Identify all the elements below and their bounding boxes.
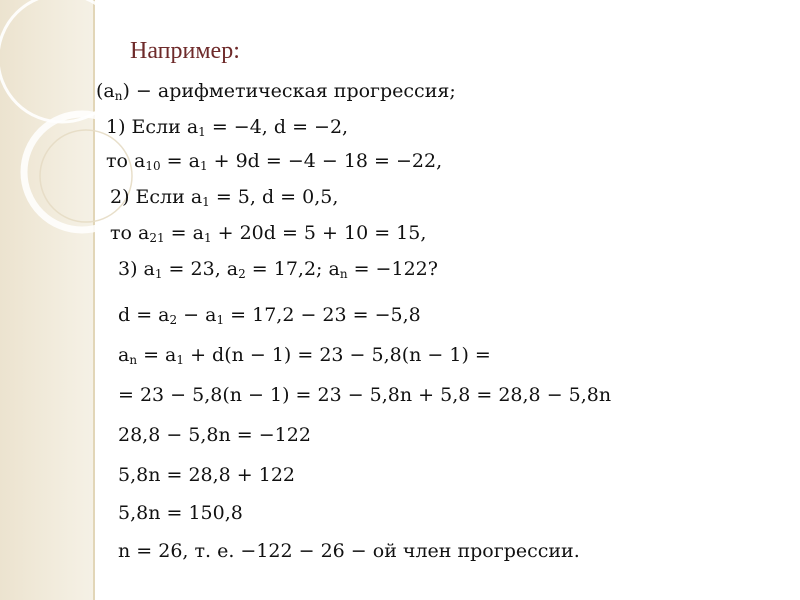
- formula-text: n = 26, т. е. −122 − 26 − ой член прогрессии.: [118, 540, 580, 562]
- formula-line: [118, 344, 491, 367]
- formula-line: [118, 304, 421, 327]
- formula-text: = 17,2; a: [245, 258, 340, 280]
- formula-text: то a: [106, 150, 146, 172]
- formula-text: (a: [96, 80, 115, 102]
- formula-text: = a: [160, 150, 200, 172]
- formula-line: [118, 502, 243, 524]
- formula-subscript: 1: [203, 231, 212, 245]
- formula-line: [118, 258, 438, 281]
- formula-subscript: 1: [199, 159, 208, 173]
- formula-subscript: 1: [202, 195, 210, 209]
- formula-text: 1) Если a: [106, 116, 199, 138]
- formula-text: + 9d = −4 − 18 = −22,: [207, 150, 443, 172]
- formula-text: 28,8 − 5,8n = −122: [118, 424, 311, 446]
- formula-subscript: 1: [154, 267, 163, 281]
- formula-text: + 20d = 5 + 10 = 15,: [211, 222, 427, 244]
- formula-subscript: 1: [198, 125, 206, 139]
- formula-line: [110, 186, 338, 209]
- formula-line: [96, 80, 456, 103]
- formula-subscript: 1: [216, 313, 225, 327]
- formula-line: [106, 150, 442, 173]
- formula-subscript: 1: [176, 353, 185, 367]
- formula-text: 5,8n = 28,8 + 122: [118, 464, 296, 486]
- formula-line: [118, 384, 611, 406]
- formula-line: [118, 540, 580, 562]
- formula-line: [118, 424, 311, 446]
- formula-text: − a: [177, 304, 217, 326]
- formula-subscript: 10: [145, 159, 161, 173]
- formula-text: = 17,2 − 23 = −5,8: [224, 304, 421, 326]
- formula-text: 5,8n = 150,8: [118, 502, 243, 524]
- formula-text: = 5, d = 0,5,: [209, 186, 339, 208]
- formula-subscript: n: [114, 89, 123, 103]
- formula-subscript: n: [339, 267, 348, 281]
- formula-text: a: [118, 344, 130, 366]
- formula-line: [118, 464, 295, 486]
- formula-subscript: 2: [238, 267, 246, 281]
- formula-subscript: n: [129, 353, 138, 367]
- formula-line: [106, 116, 348, 139]
- formula-line: [110, 222, 426, 245]
- formula-text: + d(n − 1) = 23 − 5,8(n − 1) =: [184, 344, 491, 366]
- formula-text: = 23 − 5,8(n − 1) = 23 − 5,8n + 5,8 = 28,8 − 5,8n: [118, 384, 612, 406]
- slide-heading: Например:: [130, 38, 240, 64]
- formula-text: = 23, a: [162, 258, 239, 280]
- formula-text: ) − арифметическая прогрессия;: [122, 80, 456, 102]
- formula-text: = −122?: [347, 258, 438, 280]
- formula-text: = −4, d = −2,: [205, 116, 349, 138]
- formula-text: = a: [137, 344, 177, 366]
- formula-subscript: 2: [169, 313, 178, 327]
- formula-text: то a: [110, 222, 150, 244]
- formula-text: 3) a: [118, 258, 155, 280]
- formula-subscript: 21: [149, 231, 165, 245]
- formula-text: d = a: [118, 304, 170, 326]
- formula-text: 2) Если a: [110, 186, 203, 208]
- formula-text: = a: [164, 222, 204, 244]
- decorative-circle-large: [0, 0, 126, 122]
